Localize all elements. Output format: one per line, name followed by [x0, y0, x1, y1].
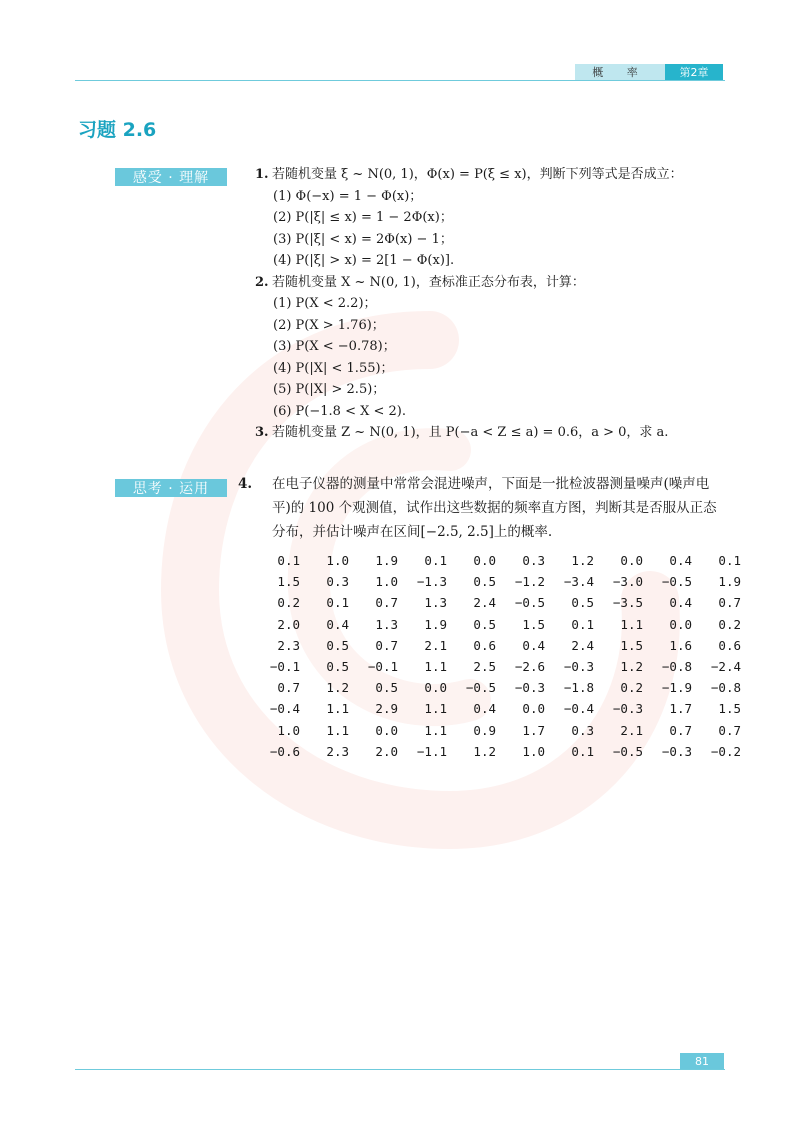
problem-number: 3. [255, 425, 269, 440]
category-understand: 感受 · 理解 [115, 168, 227, 186]
page-number: 81 [680, 1053, 724, 1069]
table-cell: −1.2 [514, 574, 545, 590]
table-cell: −3.0 [612, 574, 643, 590]
table-row [256, 571, 746, 592]
table-cell: 1.5 [277, 574, 300, 590]
sub-question: (2) P(X > 1.76)； [273, 317, 385, 333]
table-cell: −2.4 [710, 659, 741, 675]
table-cell: 1.1 [326, 701, 349, 717]
table-cell: 1.2 [326, 680, 349, 696]
table-cell: 0.2 [277, 595, 300, 611]
table-cell: −1.1 [416, 743, 447, 759]
table-cell: 1.1 [620, 616, 643, 632]
table-cell: −0.4 [269, 701, 300, 717]
problem-text: 若随机变量 ξ ~ N(0, 1)，Φ(x) = P(ξ ≤ x)，判断下列等式是否成立： [272, 167, 683, 182]
table-cell: 1.0 [375, 574, 398, 590]
table-cell: −1.3 [416, 574, 447, 590]
table-cell: 1.6 [669, 637, 692, 653]
table-cell: 0.5 [326, 637, 349, 653]
table-row [256, 720, 746, 741]
table-row [256, 550, 746, 571]
sub-question: (5) P(|X| > 2.5)； [273, 382, 386, 397]
table-cell: 2.3 [326, 743, 349, 759]
table-cell: −0.3 [514, 680, 545, 696]
table-cell: 0.1 [718, 553, 741, 569]
table-cell: 1.1 [424, 659, 447, 675]
table-cell: −0.5 [612, 743, 643, 759]
table-cell: −0.2 [710, 743, 741, 759]
category-apply: 思考 · 运用 [115, 479, 227, 497]
table-cell: −3.4 [563, 574, 594, 590]
table-cell: 0.7 [718, 722, 741, 738]
problem-text: 若随机变量 Z ~ N(0, 1)，且 P(−a < Z ≤ a) = 0.6，a > 0，求 a. [272, 425, 669, 440]
sub-question: (6) P(−1.8 < X < 2). [273, 403, 406, 419]
table-cell: 1.9 [424, 616, 447, 632]
table-cell: 0.7 [375, 595, 398, 611]
table-cell: 1.0 [277, 722, 300, 738]
table-cell: 0.6 [473, 637, 496, 653]
problem-4 [238, 472, 725, 544]
table-row [256, 656, 746, 677]
problem-2 [255, 272, 725, 423]
table-cell: 0.5 [571, 595, 594, 611]
table-cell: 2.4 [473, 595, 496, 611]
problem-1 [255, 164, 725, 272]
table-cell: 1.0 [522, 743, 545, 759]
table-cell: 2.1 [620, 722, 643, 738]
problem-text: 在电子仪器的测量中常常会混进噪声，下面是一批检波器测量噪声(噪声电平)的 100 个观测值，试作出这些数据的频率直方图，判断其是否服从正态分布，并估计噪声在区间[−2.5, 2.5]上的概率. [272, 476, 717, 540]
table-cell: 1.0 [326, 553, 349, 569]
table-cell: −2.6 [514, 659, 545, 675]
table-cell: −0.6 [269, 743, 300, 759]
table-cell: −0.8 [661, 659, 692, 675]
table-cell: −0.3 [661, 743, 692, 759]
table-cell: −0.4 [563, 701, 594, 717]
table-row [256, 614, 746, 635]
table-cell: 1.5 [718, 701, 741, 717]
table-cell: 0.5 [473, 616, 496, 632]
chapter-tab: 第2章 [665, 64, 723, 80]
table-cell: 2.0 [375, 743, 398, 759]
table-cell: 1.1 [424, 701, 447, 717]
table-cell: 0.5 [326, 659, 349, 675]
sub-question: (3) P(|ξ| < x) = 2Φ(x) − 1； [273, 231, 453, 247]
table-cell: 0.4 [473, 701, 496, 717]
table-cell: 0.2 [620, 680, 643, 696]
table-cell: 1.5 [620, 637, 643, 653]
sub-question: (1) Φ(−x) = 1 − Φ(x)； [273, 188, 423, 204]
table-cell: 0.3 [522, 553, 545, 569]
footer-divider [75, 1069, 725, 1070]
section-title: 习题 2.6 [78, 119, 157, 141]
table-row [256, 741, 746, 762]
problem-number: 1. [255, 167, 269, 182]
table-cell: 0.7 [669, 722, 692, 738]
table-cell: 0.7 [375, 637, 398, 653]
header-divider [75, 80, 725, 81]
table-cell: 0.6 [718, 637, 741, 653]
table-cell: 2.9 [375, 701, 398, 717]
table-cell: 0.5 [375, 680, 398, 696]
table-cell: 0.4 [669, 553, 692, 569]
table-cell: −3.5 [612, 595, 643, 611]
table-cell: 1.3 [375, 616, 398, 632]
table-cell: −0.3 [563, 659, 594, 675]
table-cell: −0.1 [269, 659, 300, 675]
table-cell: 0.1 [326, 595, 349, 611]
table-cell: 0.4 [669, 595, 692, 611]
problem-text: 若随机变量 X ~ N(0, 1)，查标准正态分布表，计算： [272, 274, 585, 290]
table-cell: 1.9 [375, 553, 398, 569]
table-cell: −0.8 [710, 680, 741, 696]
table-cell: 0.0 [669, 616, 692, 632]
table-cell: 0.1 [277, 553, 300, 569]
table-row [256, 698, 746, 719]
table-cell: 1.7 [522, 722, 545, 738]
table-cell: −1.8 [563, 680, 594, 696]
table-cell: 1.3 [424, 595, 447, 611]
chapter-label: 概 率 [575, 64, 665, 80]
table-cell: 0.7 [718, 595, 741, 611]
table-cell: 0.0 [473, 553, 496, 569]
table-cell: −0.1 [367, 659, 398, 675]
table-cell: 1.1 [326, 722, 349, 738]
table-cell: −0.5 [661, 574, 692, 590]
problem-list [255, 164, 725, 444]
table-cell: 0.3 [571, 722, 594, 738]
table-cell: 1.2 [620, 659, 643, 675]
table-cell: 0.0 [522, 701, 545, 717]
table-row [256, 635, 746, 656]
table-cell: 0.1 [571, 743, 594, 759]
table-cell: 0.9 [473, 722, 496, 738]
table-cell: −0.5 [514, 595, 545, 611]
table-cell: 2.3 [277, 637, 300, 653]
problem-number: 2. [255, 274, 269, 290]
table-cell: −0.5 [465, 680, 496, 696]
table-cell: 2.1 [424, 637, 447, 653]
sub-question: (4) P(|X| < 1.55)； [273, 360, 394, 376]
table-cell: 0.0 [620, 553, 643, 569]
sub-question: (3) P(X < −0.78)； [273, 339, 396, 354]
table-cell: 1.2 [571, 553, 594, 569]
problem-3 [255, 422, 725, 444]
sub-question: (2) P(|ξ| ≤ x) = 1 − 2Φ(x)； [273, 210, 453, 225]
table-cell: 0.4 [522, 637, 545, 653]
table-cell: 0.1 [571, 616, 594, 632]
header-bar [575, 64, 723, 80]
table-cell: −0.3 [612, 701, 643, 717]
table-cell: 1.5 [522, 616, 545, 632]
table-cell: 0.0 [375, 722, 398, 738]
table-cell: 1.2 [473, 743, 496, 759]
sub-question: (1) P(X < 2.2)； [273, 296, 377, 311]
table-cell: 0.5 [473, 574, 496, 590]
problem-number: 4. [238, 476, 253, 492]
table-cell: 1.9 [718, 574, 741, 590]
table-cell: 0.2 [718, 616, 741, 632]
table-cell: −1.9 [661, 680, 692, 696]
table-cell: 0.3 [326, 574, 349, 590]
table-row [256, 592, 746, 613]
table-cell: 2.5 [473, 659, 496, 675]
table-cell: 0.7 [277, 680, 300, 696]
table-row [256, 677, 746, 698]
table-cell: 0.0 [424, 680, 447, 696]
table-cell: 0.4 [326, 616, 349, 632]
table-cell: 1.1 [424, 722, 447, 738]
table-cell: 2.4 [571, 637, 594, 653]
table-cell: 0.1 [424, 553, 447, 569]
sub-question: (4) P(|ξ| > x) = 2[1 − Φ(x)]. [273, 253, 455, 268]
data-table [256, 550, 746, 762]
table-cell: 1.7 [669, 701, 692, 717]
table-cell: 2.0 [277, 616, 300, 632]
